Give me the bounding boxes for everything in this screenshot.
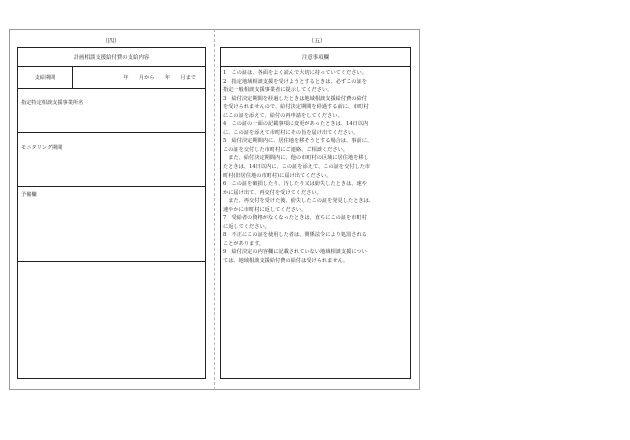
- notice-title: 注意事項欄: [221, 48, 410, 67]
- notice-line: 速やかに市町村に返してください。: [223, 206, 307, 213]
- notice-line: に、この証を添えて市町村にその旨を届け出てください。: [223, 129, 359, 136]
- notice-line: たときは、14日以内に、この証を添えて、この証を交付した市: [223, 164, 371, 171]
- notice-line: この証を交付した市町村にご連絡、ご相談ください。: [223, 146, 348, 153]
- notice-line: また、給付決定期間内に、他の市町村の区域に居住地を移し: [223, 155, 369, 162]
- benefit-period-row: [18, 67, 205, 89]
- notice-line: ことがあります。: [223, 240, 265, 247]
- monitoring-period-label: モニタリング期間: [21, 145, 63, 151]
- notice-line: 指定一般相談支援事業者に提示してください。: [223, 87, 333, 94]
- page-number-four: （四）: [101, 38, 120, 45]
- notice-line: を受けられませんので、給付決定期間を経過する前に、市町村: [223, 104, 369, 111]
- notice-line: 2 指定地域相談支援を受けようとするときは、必ずこの証を: [223, 78, 367, 85]
- spare-column-row[interactable]: [18, 187, 205, 262]
- blank-row[interactable]: [18, 262, 205, 380]
- notice-line: にこの証を添えて、給付の再申請をしてください。: [223, 112, 343, 119]
- notice-line: 4 この証の一面の記載事項に変更があったときは、14日以内: [223, 121, 369, 128]
- notice-form: [220, 47, 411, 379]
- notice-line: また、再交付を受けた後、紛失したこの証を発見したときは、: [223, 198, 375, 205]
- benefit-period-value[interactable]: 年 月から 年 月まで: [123, 75, 196, 81]
- notice-list: [223, 69, 409, 266]
- benefit-details-form: [17, 47, 206, 379]
- notice-line: 3 給付決定期間を経過したときは地域相談支援給付費の給付: [223, 95, 367, 102]
- notice-line: ては、地域相談支援給付費の給付は受けられません。: [223, 258, 349, 265]
- monitoring-period-row[interactable]: [18, 133, 205, 187]
- notice-line: 8 不正にこの証を使用した者は、関係法令により処罰される: [223, 232, 367, 239]
- benefit-period-label: 支給期間: [18, 67, 73, 88]
- notice-line: に返してください。: [223, 223, 270, 230]
- notice-line: かに届け出て、再交付を受けてください。: [223, 189, 322, 196]
- notice-line: 1 この証は、各面をよく読んで大切に持っていてください。: [223, 70, 367, 76]
- page-number-five: （五）: [307, 38, 326, 45]
- designated-office-row[interactable]: [18, 89, 205, 133]
- fold-line: [214, 29, 215, 390]
- spare-column-label: 予備欄: [21, 192, 37, 198]
- notice-line: 町村(旧居住地の市町村)に届け出てください。: [223, 172, 332, 179]
- notice-line: 7 受給者の資格がなくなったときは、直ちにこの証を市町村: [223, 215, 367, 222]
- designated-office-label: 指定特定相談支援事業所名: [21, 100, 84, 106]
- notice-line: 6 この証を破損したり、汚したり又は紛失したときは、速や: [223, 181, 367, 188]
- benefit-details-title: 計画相談支援給付費の支給内容: [18, 48, 205, 67]
- notice-line: 5 給付決定期間内に、居住地を移そうとする場合は、事前に、: [223, 138, 373, 145]
- notice-line: 9 給付決定の内容欄に記載されていない地域相談支援につい: [223, 249, 367, 256]
